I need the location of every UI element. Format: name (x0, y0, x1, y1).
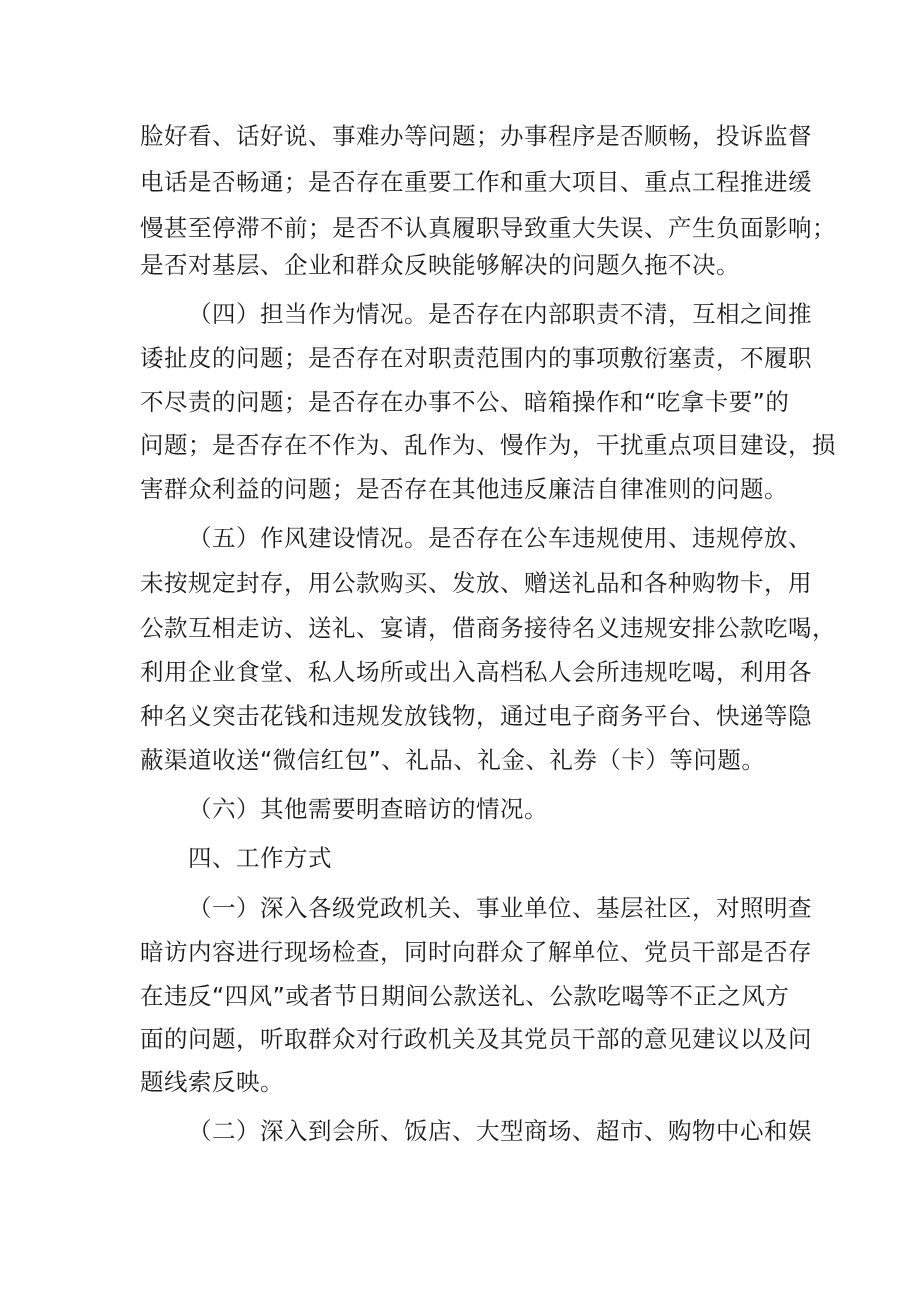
paragraph-line: 慢甚至停滞不前；是否不认真履职导致重大失误、产生负面影响； (140, 214, 836, 242)
section-heading-work-method: 四、工作方式 (188, 844, 332, 872)
paragraph-line: 电话是否畅通；是否存在重要工作和重大项目、重点工程推进缓 (140, 168, 812, 196)
section-six-line: （六）其他需要明查暗访的情况。 (188, 795, 548, 823)
paragraph-line: 蔽渠道收送“微信红包”、礼品、礼金、礼券（卡）等问题。 (140, 746, 766, 774)
paragraph-line: 利用企业食堂、私人场所或出入高档私人会所违规吃喝，利用各 (140, 658, 812, 686)
paragraph-line: 不尽责的问题；是否存在办事不公、暗箱操作和“吃拿卡要”的 (140, 388, 790, 416)
section-four-first-line: （四）担当作为情况。是否存在内部职责不清，互相之间推 (188, 300, 812, 328)
section-five-first-line: （五）作风建设情况。是否存在公车违规使用、违规停放、 (188, 524, 812, 552)
paragraph-line: 脸好看、话好说、事难办等问题；办事程序是否顺畅，投诉监督 (140, 122, 812, 150)
paragraph-line: 公款互相走访、送礼、宴请，借商务接待名义违规安排公款吃喝， (140, 614, 836, 642)
paragraph-line: 问题；是否存在不作为、乱作为、慢作为，干扰重点项目建设，损 (140, 431, 836, 459)
paragraph-line: 诿扯皮的问题；是否存在对职责范围内的事项敷衍塞责，不履职 (140, 344, 812, 372)
paragraph-line: 未按规定封存，用公款购买、发放、赠送礼品和各种购物卡，用 (140, 569, 812, 597)
method-one-first-line: （一）深入各级党政机关、事业单位、基层社区，对照明查 (188, 894, 812, 922)
paragraph-line: 害群众利益的问题；是否存在其他违反廉洁自律准则的问题。 (140, 475, 788, 503)
paragraph-line: 在违反“四风”或者节日期间公款送礼、公款吃喝等不正之风方 (140, 982, 790, 1010)
paragraph-line: 面的问题，听取群众对行政机关及其党员干部的意见建议以及问 (140, 1025, 812, 1053)
paragraph-line: 暗访内容进行现场检查，同时向群众了解单位、党员干部是否存 (140, 938, 812, 966)
paragraph-line: 题线索反映。 (140, 1068, 284, 1096)
method-two-first-line: （二）深入到会所、饭店、大型商场、超市、购物中心和娱 (188, 1117, 812, 1145)
paragraph-line: 种名义突击花钱和违规发放钱物，通过电子商务平台、快递等隐 (140, 702, 812, 730)
paragraph-line: 是否对基层、企业和群众反映能够解决的问题久拖不决。 (140, 251, 740, 279)
